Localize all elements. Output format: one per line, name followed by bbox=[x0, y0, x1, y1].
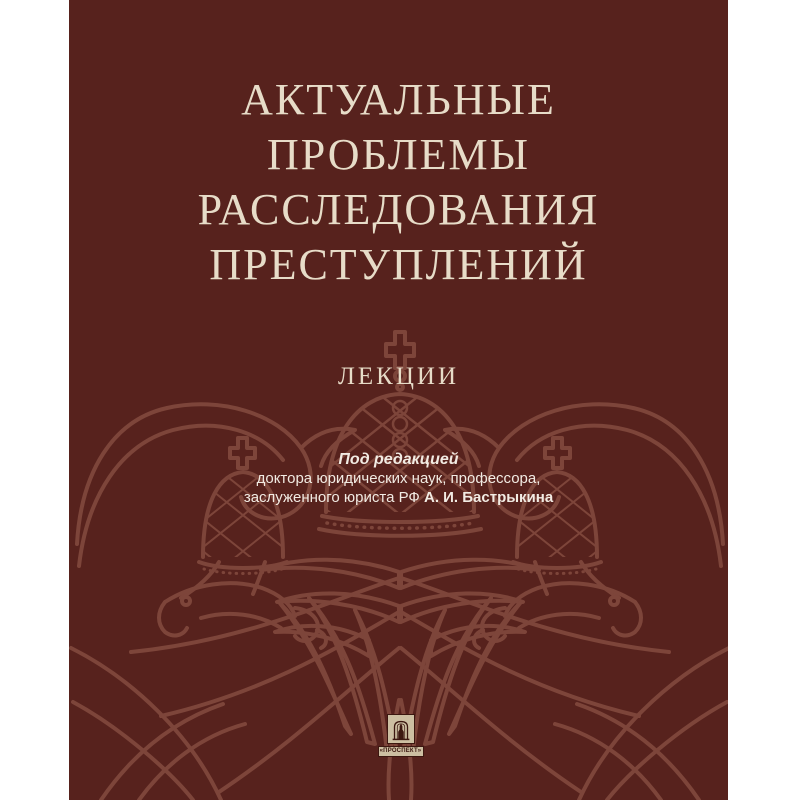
publisher-logo bbox=[69, 714, 728, 757]
publisher-name: «ПРОСПЕКТ» bbox=[378, 746, 424, 757]
book-title bbox=[69, 72, 728, 292]
editor-name-line bbox=[69, 488, 728, 507]
editor-name: А. И. Бастрыкина bbox=[423, 489, 554, 506]
title-line-1: АКТУАЛЬНЫЕ bbox=[241, 75, 556, 124]
prospekt-gate-icon bbox=[387, 714, 415, 744]
book-cover bbox=[69, 0, 728, 800]
editor-credit bbox=[69, 450, 728, 507]
title-line-3: РАССЛЕДОВАНИЯ bbox=[197, 185, 600, 234]
title-line-2: ПРОБЛЕМЫ bbox=[267, 130, 530, 179]
book-subtitle: ЛЕКЦИИ bbox=[337, 363, 460, 390]
editor-honorific: заслуженного юриста РФ bbox=[243, 489, 424, 506]
editor-titles: доктора юридических наук, профессора, bbox=[256, 470, 541, 487]
edited-by-label: Под редакцией bbox=[338, 451, 459, 468]
title-line-4: ПРЕСТУПЛЕНИЙ bbox=[209, 240, 588, 289]
